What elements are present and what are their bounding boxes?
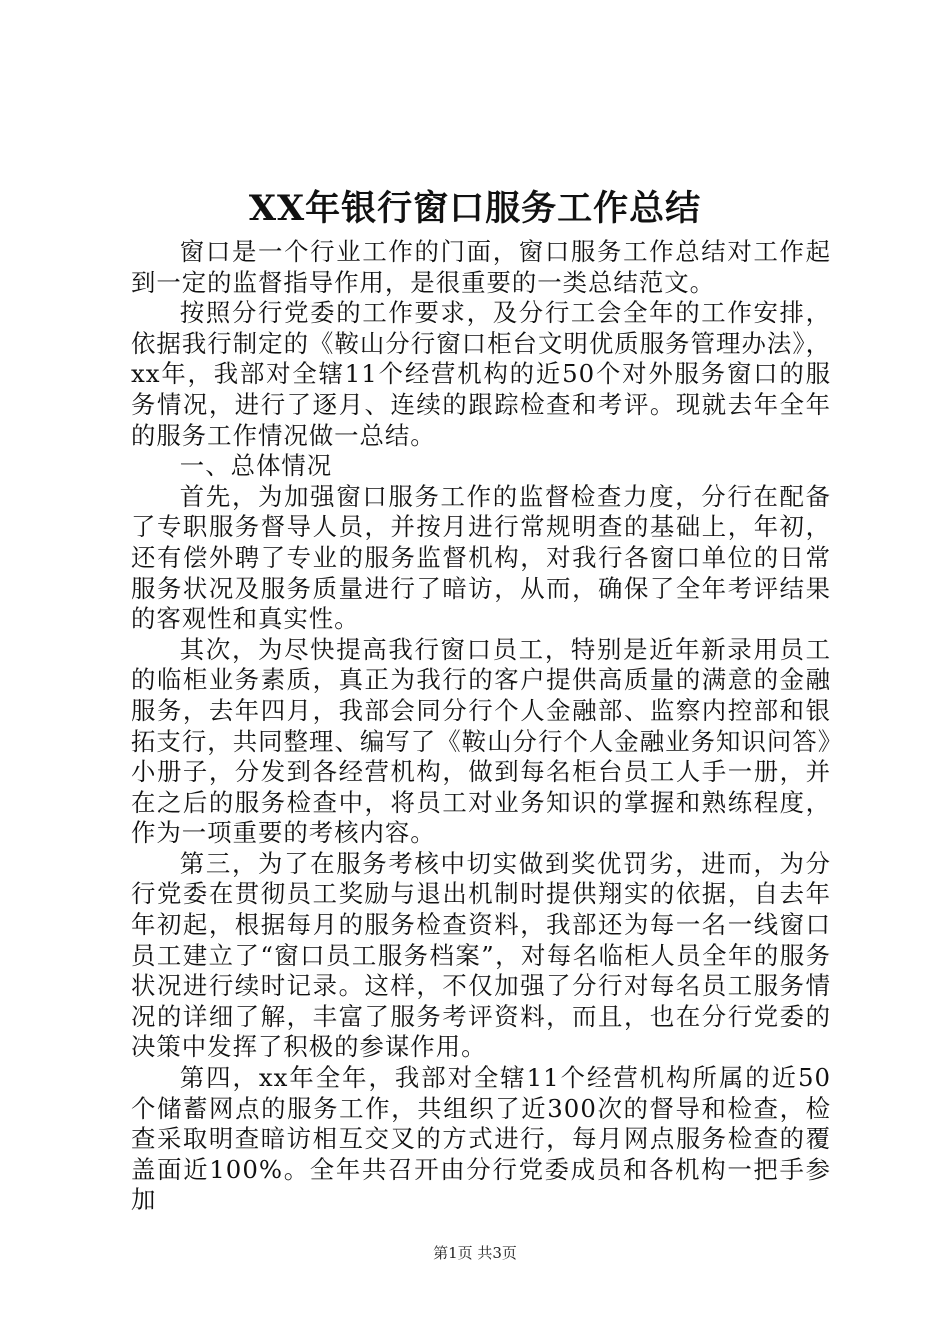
paragraph-intro: 窗口是一个行业工作的门面，窗口服务工作总结对工作起到一定的监督指导作用，是很重要的一类总结范文。 — [131, 237, 831, 297]
paragraph-fourth: 第四，xx年全年，我部对全辖11个经营机构所属的近50个储蓄网点的服务工作，共组织了近300次的督导和检查，检查采取明查暗访相互交叉的方式进行，每月网点服务检查的覆盖面近100%。全年共召开由分行党委成员和各机构一把手参加 — [131, 1063, 831, 1215]
section-heading: 一、总体情况 — [179, 451, 333, 481]
document-title: XX年银行窗口服务工作总结 — [248, 188, 702, 229]
page-footer: 第1页 共3页 — [433, 1244, 517, 1262]
paragraph-second: 其次，为尽快提高我行窗口员工，特别是近年新录用员工的临柜业务素质，真正为我行的客户提供高质量的满意的金融服务，去年四月，我部会同分行个人金融部、监察内控部和银拓支行，共同整理、编写了《鞍山分行个人金融业务知识问答》小册子，分发到各经营机构，做到每名柜台员工人手一册，并在之后的服务检查中，将员工对业务知识的掌握和熟练程度，作为一项重要的考核内容。 — [131, 634, 831, 848]
paragraph-overview: 按照分行党委的工作要求，及分行工会全年的工作安排，依据我行制定的《鞍山分行窗口柜台文明优质服务管理办法》，xx年，我部对全辖11个经营机构的近50个对外服务窗口的服务情况，进行了逐月、连续的跟踪检查和考评。现就去年全年的服务工作情况做一总结。 — [131, 298, 831, 450]
paragraph-third: 第三，为了在服务考核中切实做到奖优罚劣，进而，为分行党委在贯彻员工奖励与退出机制时提供翔实的依据，自去年年初起，根据每月的服务检查资料，我部还为每一名一线窗口员工建立了“窗口员工服务档案”，对每名临柜人员全年的服务状况进行续时记录。这样，不仅加强了分行对每名员工服务情况的详细了解，丰富了服务考评资料，而且，也在分行党委的决策中发挥了积极的参谋作用。 — [131, 848, 831, 1062]
paragraph-first: 首先，为加强窗口服务工作的监督检查力度，分行在配备了专职服务督导人员，并按月进行常规明查的基础上，年初，还有偿外聘了专业的服务监督机构，对我行各窗口单位的日常服务状况及服务质量进行了暗访，从而，确保了全年考评结果的客观性和真实性。 — [131, 481, 831, 634]
document-body — [131, 237, 831, 1216]
